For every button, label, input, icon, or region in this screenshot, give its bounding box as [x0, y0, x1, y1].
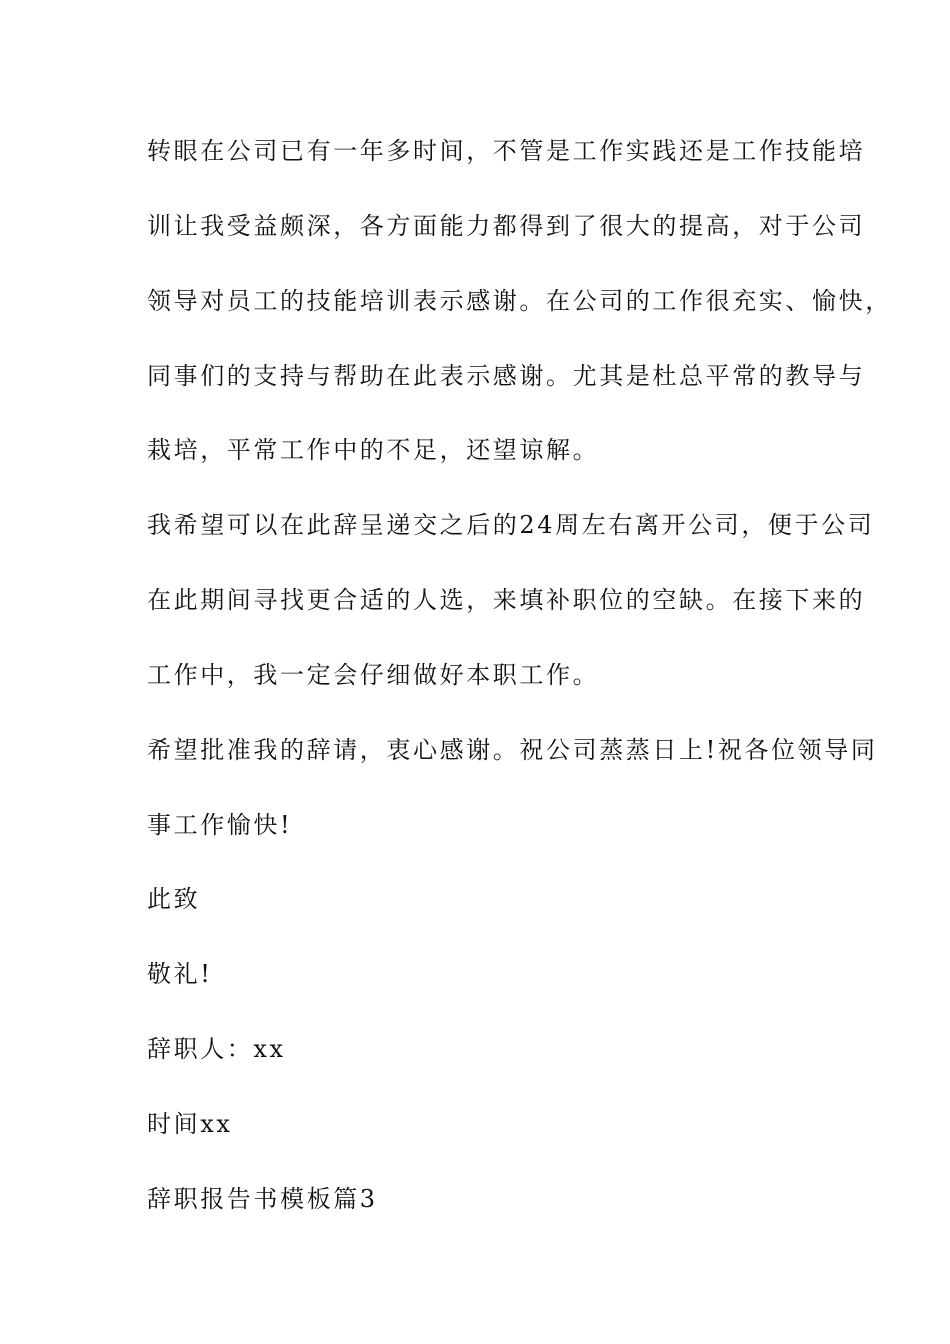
closing-regards: 敬礼! — [147, 960, 213, 988]
paragraph-line: 训让我受益颇深，各方面能力都得到了很大的提高，对于公司 — [147, 212, 866, 240]
section-heading: 辞职报告书模板篇3 — [147, 1185, 378, 1213]
paragraph-line: 同事们的支持与帮助在此表示感谢。尤其是杜总平常的教导与 — [147, 362, 866, 390]
paragraph-line: 在此期间寻找更合适的人选，来填补职位的空缺。在接下来的 — [147, 586, 866, 614]
closing-salutation: 此致 — [147, 885, 201, 913]
paragraph-line: 希望批准我的辞请，衷心感谢。祝公司蒸蒸日上!祝各位领导同 — [147, 736, 878, 764]
paragraph-line: 领导对员工的技能培训表示感谢。在公司的工作很充实、愉快， — [147, 287, 892, 315]
paragraph-line: 工作中，我一定会仔细做好本职工作。 — [147, 661, 600, 689]
paragraph-line: 栽培，平常工作中的不足，还望谅解。 — [147, 436, 600, 464]
paragraph-line: 事工作愉快! — [147, 811, 293, 839]
paragraph-line: 我希望可以在此辞呈递交之后的24周左右离开公司，便于公司 — [147, 511, 875, 539]
date-line: 时间xx — [147, 1110, 233, 1138]
resigner-name: 辞职人：xx — [147, 1035, 286, 1063]
paragraph-line: 转眼在公司已有一年多时间，不管是工作实践还是工作技能培 — [147, 137, 866, 165]
